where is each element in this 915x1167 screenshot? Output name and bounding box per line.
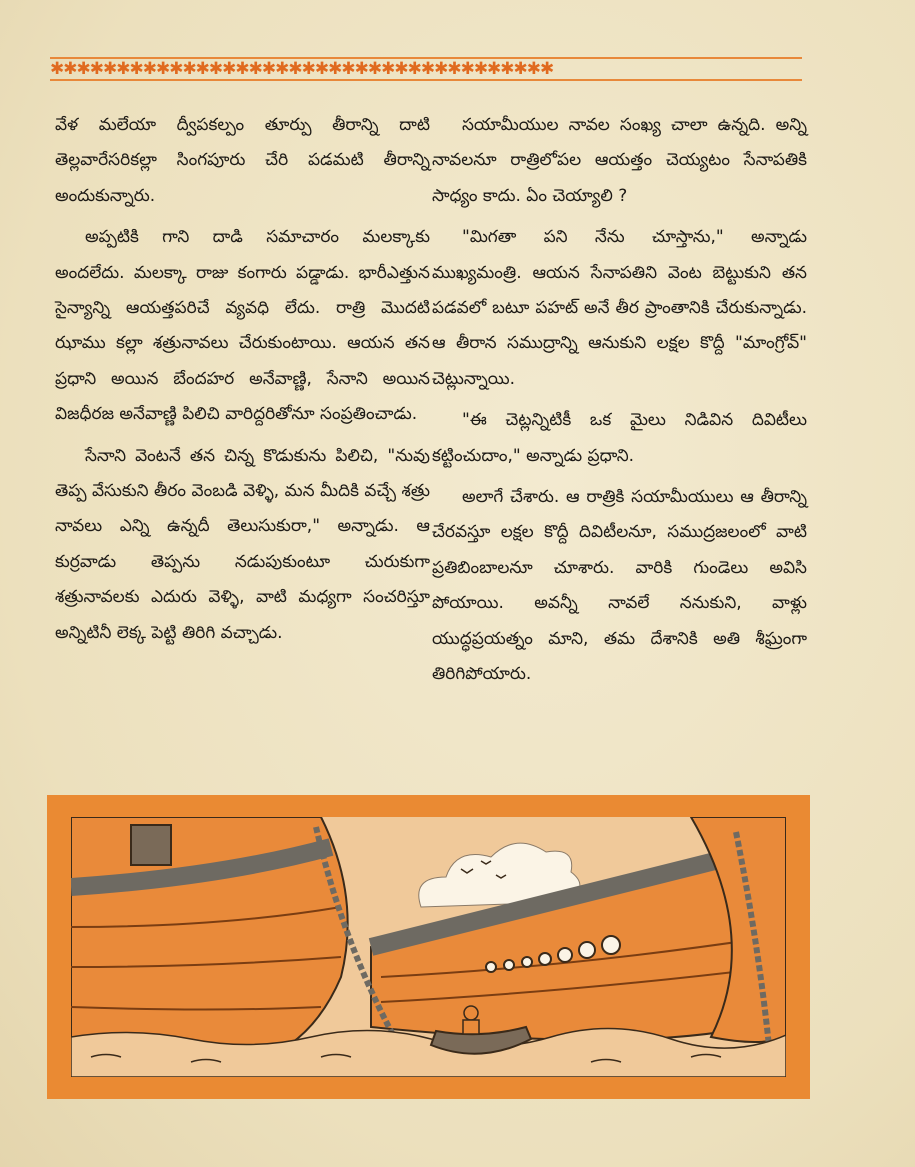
decorative-border: ✱✱✱✱✱✱✱✱✱✱✱✱✱✱✱✱✱✱✱✱✱✱✱✱✱✱✱✱✱✱✱✱✱✱✱✱✱✱ — [50, 57, 802, 81]
paragraph: "మిగతా పని నేను చూస్తాను," అన్నాడు ముఖ్యమంత్రి. ఆయన సేనాపతిని వెంట బెట్టుకుని తన పడవలో బటూ పహట్ అనే తీర ప్రాంతానికి చేరుకున్నాడు. ఆ తీరాన సముద్రాన్ని ఆనుకుని లక్షల కొద్దీ "మాంగ్రోవ్" చెట్లున్నాయి. — [432, 227, 807, 389]
paragraph: అలాగే చేశారు. ఆ రాత్రికి సయామీయులు ఆ తీరాన్ని చేరవస్తూ లక్షల కొద్దీ దివిటీలనూ, సముద్రజలంలో వాటి ప్రతిబింబాలనూ చూశారు. వారికి గుండెలు అవిసి పోయాయి. అవన్నీ నావలే ననుకుని, వాళ్లు యుద్ధప్రయత్నం మాని, తమ దేశానికి అతి శీఘ్రంగా తిరిగిపోయారు. — [432, 487, 807, 685]
ships-illustration — [47, 795, 810, 1099]
left-text-column — [55, 108, 430, 657]
paragraph: "ఈ చెట్లన్నిటికీ ఒక మైలు నిడివిన దివిటీలు కట్టించుదాం," అన్నాడు ప్రధాని. — [432, 410, 807, 466]
ships-illustration-art — [71, 817, 786, 1077]
paragraph: వేళ మలేయా ద్వీపకల్పం తూర్పు తీరాన్ని దాటి తెల్లవారేసరికల్లా సింగపూరు చేరి పడమటి తీరాన్ని అందుకున్నారు. — [55, 115, 430, 206]
paragraph: సయామీయుల నావల సంఖ్య చాలా ఉన్నది. అన్ని నావలనూ రాత్రిలోపల ఆయత్తం చెయ్యటం సేనాపతికి సాధ్యం కాదు. ఏం చెయ్యాలి ? — [432, 115, 807, 206]
paragraph: అప్పటికి గాని దాడి సమాచారం మలక్కాకు అందలేదు. మలక్కా రాజు కంగారు పడ్డాడు. భారీఎత్తున సైన్యాన్ని ఆయత్తపరిచే వ్యవధి లేదు. రాత్రి మొదటి ఝాము కల్లా శత్రునావలు చేరుకుంటాయి. ఆయన తన ప్రధాని అయిన బేందహర అనేవాణ్ణి, సేనాని అయిన విజధీరజ అనేవాణ్ణి పిలిచి వారిద్దరితోనూ సంప్రతించాడు. — [55, 227, 430, 425]
paragraph: సేనాని వెంటనే తన చిన్న కొడుకును పిలిచి, "నువు తెప్ప వేసుకుని తీరం వెంబడి వెళ్ళి, మన మీదికి వచ్చే శత్రు నావలు ఎన్ని ఉన్నదీ తెలుసుకురా," అన్నాడు. ఆ కుర్రవాడు తెప్పను నడుపుకుంటూ చురుకుగా శత్రునావలకు ఎదురు వెళ్ళి, వాటి మధ్యగా సంచరిస్తూ అన్నిటినీ లెక్క పెట్టి తిరిగి వచ్చాడు. — [55, 445, 430, 643]
right-text-column — [432, 108, 807, 699]
